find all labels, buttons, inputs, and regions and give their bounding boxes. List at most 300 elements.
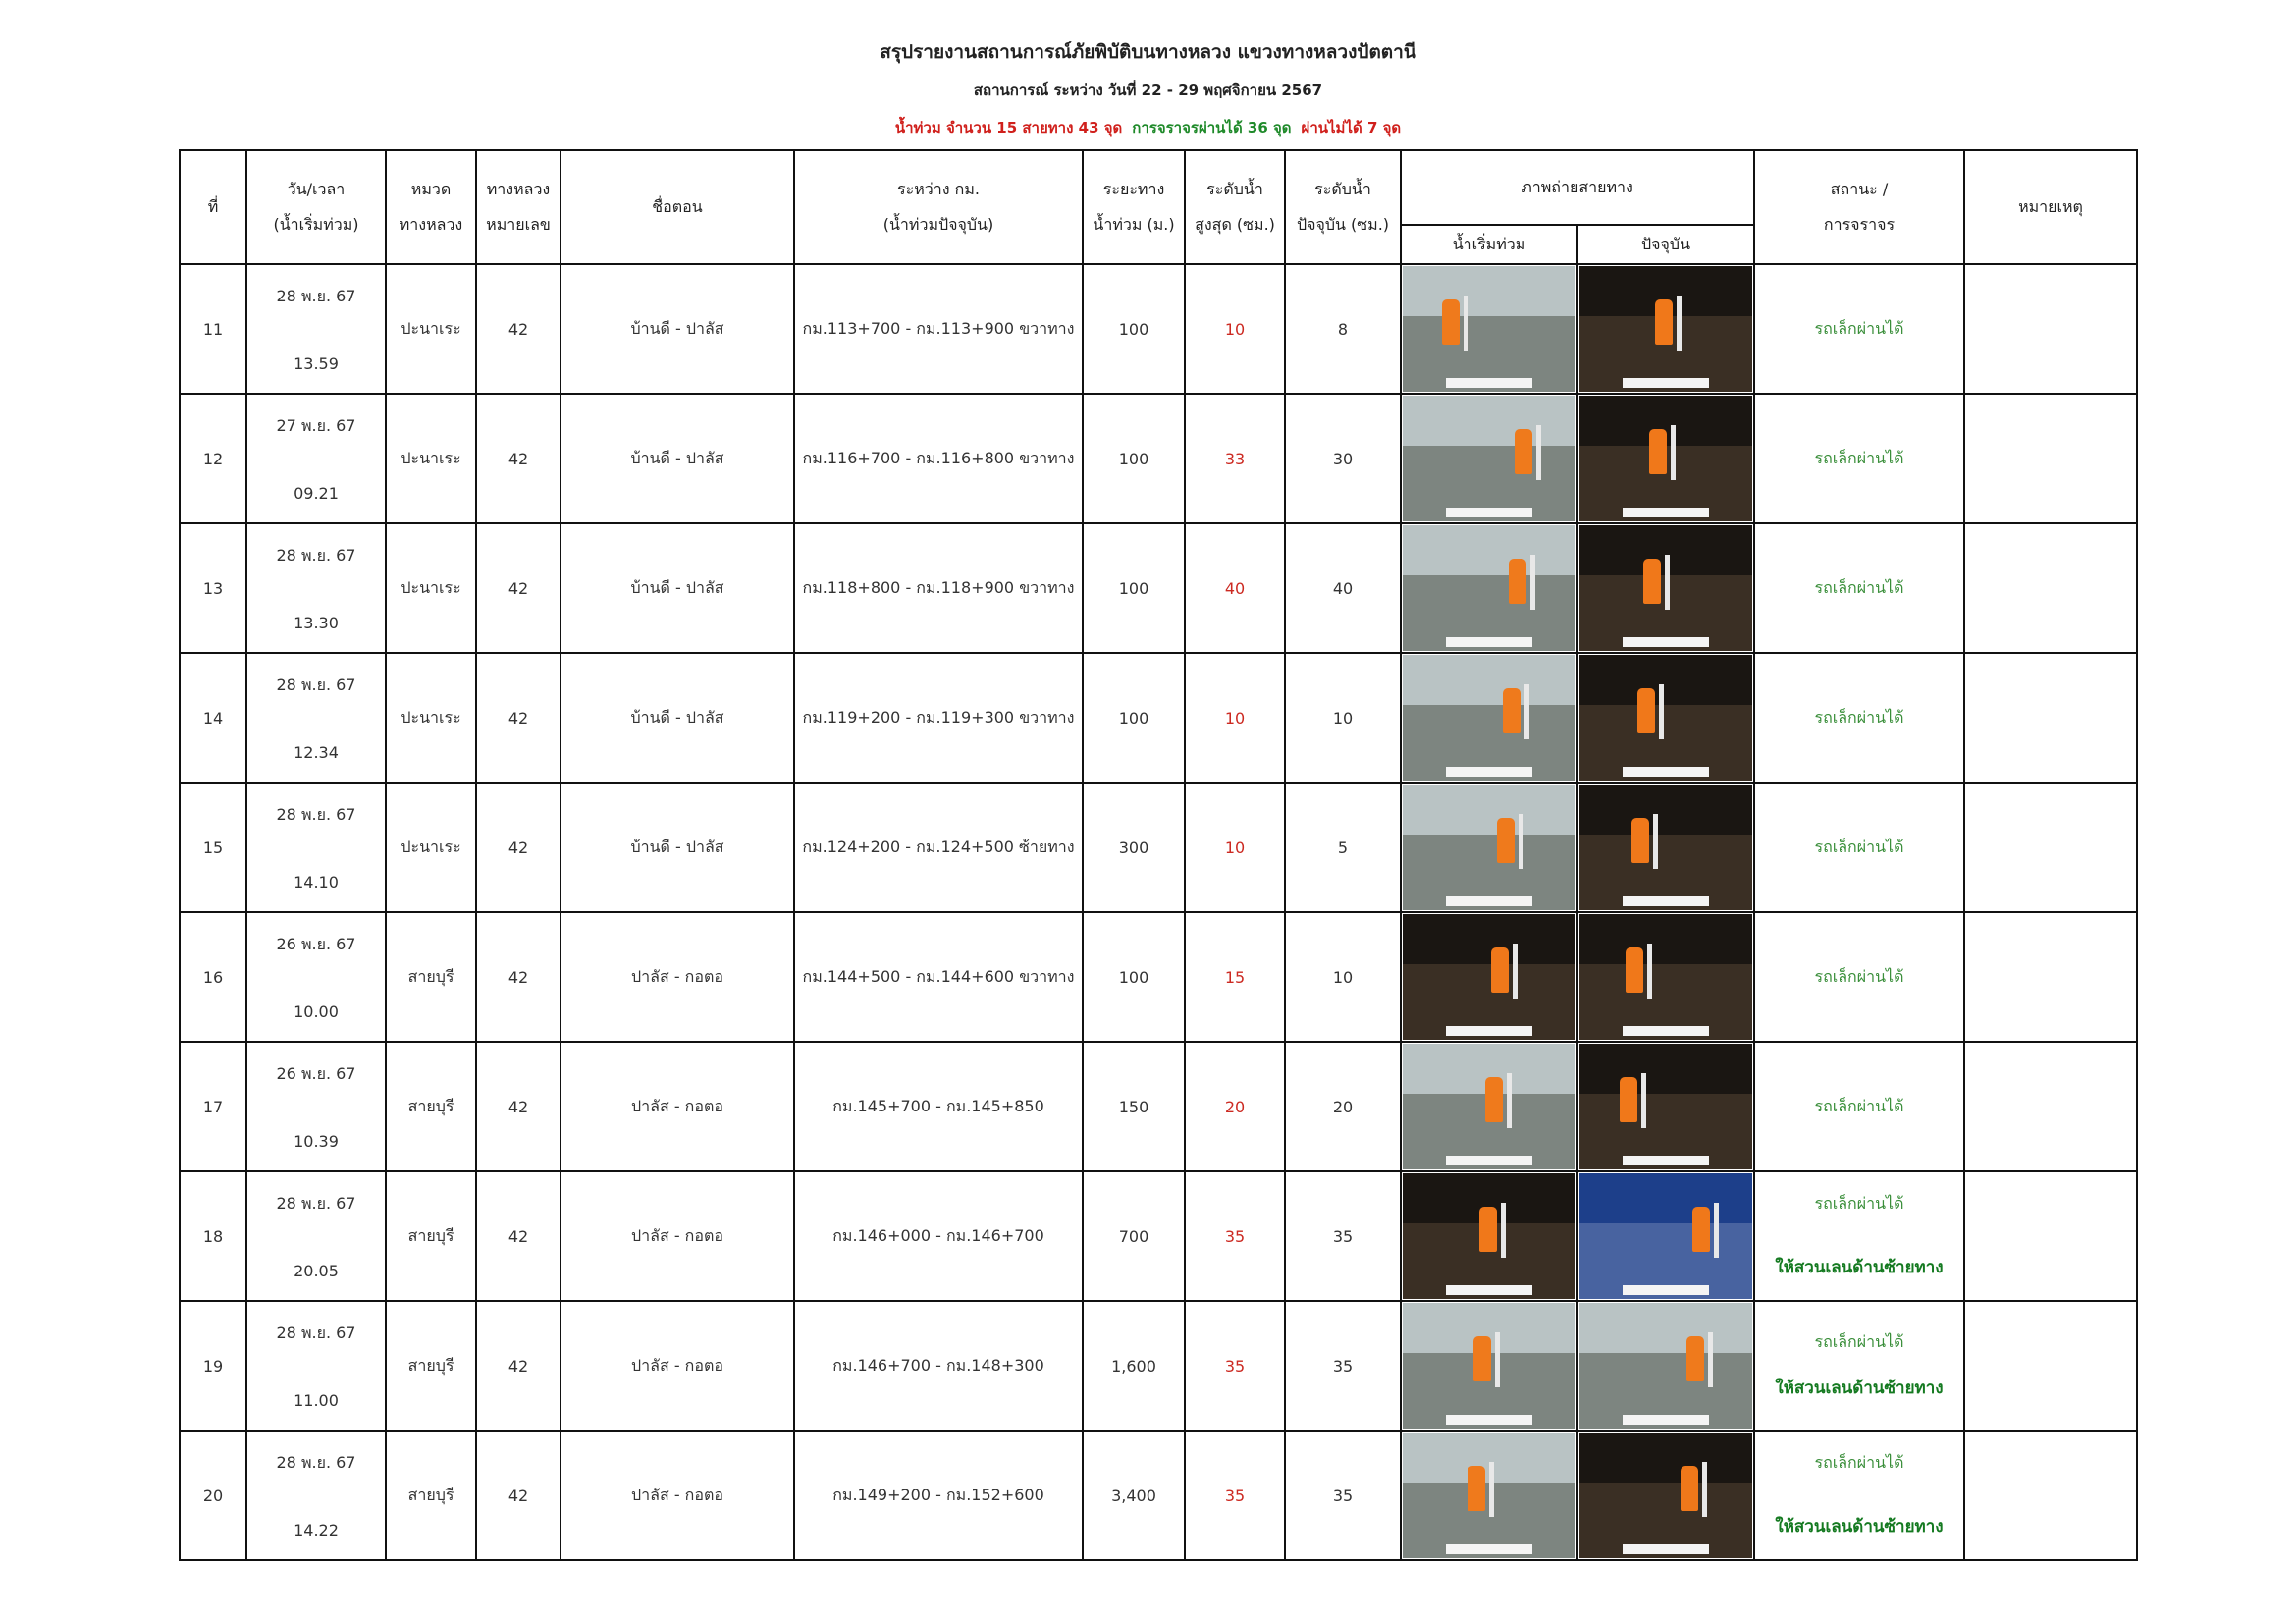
photo-worker bbox=[1485, 1077, 1503, 1122]
photo-sky bbox=[1403, 655, 1575, 705]
col-status-line1: สถานะ / bbox=[1830, 180, 1889, 198]
cell-no: 16 bbox=[180, 912, 246, 1042]
status-text: รถเล็กผ่านได้ bbox=[1814, 707, 1904, 727]
cell-remark bbox=[1964, 783, 2137, 912]
status-text: รถเล็กผ่านได้ bbox=[1814, 1194, 1904, 1213]
photo-worker bbox=[1509, 559, 1526, 604]
cell-no: 12 bbox=[180, 394, 246, 523]
report-title: สรุปรายงานสถานการณ์ภัยพิบัติบนทางหลวง แขวงทางหลวงปัตตานี bbox=[880, 41, 1416, 63]
cell-route: 42 bbox=[476, 783, 561, 912]
photo-caption bbox=[1446, 1544, 1532, 1554]
cell-date-time: 10.00 bbox=[294, 1002, 339, 1021]
cell-section: ปาลัส - กอตอ bbox=[561, 912, 794, 1042]
photo-now-image bbox=[1579, 785, 1752, 910]
col-district-line2: ทางหลวง bbox=[399, 215, 463, 234]
cell-distance: 1,600 bbox=[1083, 1301, 1185, 1431]
cell-date-time: 14.10 bbox=[294, 873, 339, 892]
photo-start-image bbox=[1403, 1044, 1575, 1169]
status-text: รถเล็กผ่านได้ bbox=[1814, 448, 1904, 467]
col-max-line1: ระดับน้ำ bbox=[1206, 180, 1263, 198]
photo-caption bbox=[1623, 896, 1709, 906]
photo-gauge-pole bbox=[1647, 944, 1652, 999]
cell-km: กม.124+200 - กม.124+500 ซ้ายทาง bbox=[794, 783, 1083, 912]
photo-worker bbox=[1637, 688, 1655, 733]
cell-photo-start bbox=[1401, 1431, 1577, 1560]
cell-current-level: 30 bbox=[1285, 394, 1401, 523]
photo-caption bbox=[1446, 896, 1532, 906]
cell-district: สายบุรี bbox=[386, 1042, 476, 1171]
cell-distance: 100 bbox=[1083, 653, 1185, 783]
col-remark: หมายเหตุ bbox=[1964, 150, 2137, 264]
photo-start-image bbox=[1403, 914, 1575, 1040]
status-text: รถเล็กผ่านได้ bbox=[1814, 1096, 1904, 1115]
cell-route: 42 bbox=[476, 1042, 561, 1171]
cell-date-day: 27 พ.ย. 67 bbox=[276, 416, 356, 435]
photo-worker bbox=[1655, 299, 1673, 345]
photo-worker bbox=[1515, 429, 1532, 474]
table-row bbox=[180, 783, 2137, 912]
cell-date bbox=[246, 1431, 386, 1560]
cell-date-time: 10.39 bbox=[294, 1132, 339, 1151]
photo-now-image bbox=[1579, 1303, 1752, 1429]
cell-date bbox=[246, 394, 386, 523]
cell-district: ปะนาเระ bbox=[386, 783, 476, 912]
cell-status bbox=[1754, 783, 1964, 912]
photo-caption bbox=[1623, 637, 1709, 647]
cell-date-day: 26 พ.ย. 67 bbox=[276, 935, 356, 953]
cell-section: ปาลัส - กอตอ bbox=[561, 1171, 794, 1301]
cell-no: 11 bbox=[180, 264, 246, 394]
photo-gauge-pole bbox=[1530, 555, 1535, 610]
cell-section: ปาลัส - กอตอ bbox=[561, 1042, 794, 1171]
cell-current-level: 35 bbox=[1285, 1301, 1401, 1431]
photo-start-image bbox=[1403, 1303, 1575, 1429]
cell-district: ปะนาเระ bbox=[386, 653, 476, 783]
photo-gauge-pole bbox=[1702, 1462, 1707, 1517]
photo-worker bbox=[1649, 429, 1667, 474]
photo-sky bbox=[1579, 1173, 1752, 1223]
cell-max-level: 35 bbox=[1185, 1171, 1285, 1301]
photo-worker bbox=[1681, 1466, 1698, 1511]
cell-status bbox=[1754, 523, 1964, 653]
col-max-line2: สูงสุด (ซม.) bbox=[1195, 215, 1275, 234]
cell-date bbox=[246, 1301, 386, 1431]
status-text: รถเล็กผ่านได้ bbox=[1814, 837, 1904, 856]
photo-now-image bbox=[1579, 266, 1752, 392]
cell-photo-start bbox=[1401, 394, 1577, 523]
photo-sky bbox=[1579, 655, 1752, 705]
col-photo-start: น้ำเริ่มท่วม bbox=[1401, 225, 1577, 264]
photo-sky bbox=[1579, 1303, 1752, 1353]
photo-worker bbox=[1497, 818, 1515, 863]
flood-report-table bbox=[179, 149, 2138, 1561]
cell-km: กม.116+700 - กม.116+800 ขวาทาง bbox=[794, 394, 1083, 523]
photo-worker bbox=[1643, 559, 1661, 604]
cell-district: ปะนาเระ bbox=[386, 394, 476, 523]
cell-district: สายบุรี bbox=[386, 912, 476, 1042]
cell-remark bbox=[1964, 1431, 2137, 1560]
photo-worker bbox=[1468, 1466, 1485, 1511]
table-row bbox=[180, 1301, 2137, 1431]
cell-distance: 100 bbox=[1083, 523, 1185, 653]
summary-passable: การจราจรผ่านได้ 36 จุด bbox=[1132, 119, 1292, 136]
status-text: รถเล็กผ่านได้ bbox=[1814, 577, 1904, 597]
photo-start-image bbox=[1403, 396, 1575, 521]
col-current-level bbox=[1285, 150, 1401, 264]
cell-section: บ้านดี - ปาลัส bbox=[561, 523, 794, 653]
col-route-line1: ทางหลวง bbox=[486, 180, 551, 198]
photo-gauge-pole bbox=[1653, 814, 1658, 869]
photo-gauge-pole bbox=[1536, 425, 1541, 480]
cell-photo-start bbox=[1401, 783, 1577, 912]
cell-district: ปะนาเระ bbox=[386, 264, 476, 394]
table-row bbox=[180, 912, 2137, 1042]
status-note: ให้สวนเลนด้านซ้ายทาง bbox=[1775, 1258, 1944, 1277]
cell-max-level: 10 bbox=[1185, 653, 1285, 783]
photo-gauge-pole bbox=[1519, 814, 1523, 869]
cell-route: 42 bbox=[476, 1431, 561, 1560]
cell-date-time: 12.34 bbox=[294, 743, 339, 762]
cell-date bbox=[246, 523, 386, 653]
photo-worker bbox=[1631, 818, 1649, 863]
cell-district: ปะนาเระ bbox=[386, 523, 476, 653]
col-distance-line1: ระยะทาง bbox=[1102, 180, 1165, 198]
photo-worker bbox=[1692, 1207, 1710, 1252]
photo-gauge-pole bbox=[1665, 555, 1670, 610]
photo-start-image bbox=[1403, 785, 1575, 910]
photo-gauge-pole bbox=[1641, 1073, 1646, 1128]
table-row bbox=[180, 264, 2137, 394]
cell-date bbox=[246, 1042, 386, 1171]
report-summary bbox=[0, 116, 2296, 139]
col-km-line1: ระหว่าง กม. bbox=[897, 180, 980, 198]
photo-sky bbox=[1403, 525, 1575, 575]
cell-no: 15 bbox=[180, 783, 246, 912]
cell-current-level: 5 bbox=[1285, 783, 1401, 912]
photo-gauge-pole bbox=[1489, 1462, 1494, 1517]
photo-caption bbox=[1446, 1285, 1532, 1295]
photo-caption bbox=[1446, 637, 1532, 647]
cell-distance: 100 bbox=[1083, 394, 1185, 523]
cell-route: 42 bbox=[476, 912, 561, 1042]
cell-remark bbox=[1964, 653, 2137, 783]
photo-sky bbox=[1579, 785, 1752, 835]
photo-gauge-pole bbox=[1677, 296, 1682, 351]
cell-photo-start bbox=[1401, 1171, 1577, 1301]
col-cur-line1: ระดับน้ำ bbox=[1314, 180, 1371, 198]
status-block bbox=[1755, 1451, 1963, 1540]
cell-max-level: 10 bbox=[1185, 783, 1285, 912]
cell-status bbox=[1754, 912, 1964, 1042]
photo-caption bbox=[1623, 1156, 1709, 1165]
photo-caption bbox=[1623, 1285, 1709, 1295]
photo-sky bbox=[1579, 1044, 1752, 1094]
photo-sky bbox=[1579, 914, 1752, 964]
photo-worker bbox=[1626, 947, 1643, 993]
cell-date bbox=[246, 1171, 386, 1301]
cell-date-time: 13.30 bbox=[294, 614, 339, 632]
cell-section: ปาลัส - กอตอ bbox=[561, 1301, 794, 1431]
cell-section: บ้านดี - ปาลัส bbox=[561, 783, 794, 912]
photo-caption bbox=[1623, 508, 1709, 517]
cell-date-day: 28 พ.ย. 67 bbox=[276, 676, 356, 694]
cell-photo-start bbox=[1401, 1301, 1577, 1431]
cell-current-level: 10 bbox=[1285, 912, 1401, 1042]
col-status bbox=[1754, 150, 1964, 264]
photo-gauge-pole bbox=[1513, 944, 1518, 999]
cell-district: สายบุรี bbox=[386, 1171, 476, 1301]
cell-distance: 3,400 bbox=[1083, 1431, 1185, 1560]
col-km bbox=[794, 150, 1083, 264]
photo-start-image bbox=[1403, 1173, 1575, 1299]
cell-photo-now bbox=[1577, 1301, 1754, 1431]
photo-caption bbox=[1623, 1544, 1709, 1554]
cell-km: กม.145+700 - กม.145+850 bbox=[794, 1042, 1083, 1171]
cell-section: บ้านดี - ปาลัส bbox=[561, 653, 794, 783]
cell-no: 13 bbox=[180, 523, 246, 653]
cell-distance: 100 bbox=[1083, 912, 1185, 1042]
report-subtitle: สถานการณ์ ระหว่าง วันที่ 22 - 29 พฤศจิกายน 2567 bbox=[973, 81, 1323, 99]
photo-caption bbox=[1446, 1156, 1532, 1165]
cell-status bbox=[1754, 264, 1964, 394]
photo-gauge-pole bbox=[1524, 684, 1529, 739]
cell-remark bbox=[1964, 1171, 2137, 1301]
photo-worker bbox=[1503, 688, 1521, 733]
cell-route: 42 bbox=[476, 1171, 561, 1301]
cell-photo-now bbox=[1577, 783, 1754, 912]
photo-sky bbox=[1403, 914, 1575, 964]
cell-no: 14 bbox=[180, 653, 246, 783]
cell-photo-now bbox=[1577, 1431, 1754, 1560]
table-row bbox=[180, 394, 2137, 523]
cell-max-level: 35 bbox=[1185, 1301, 1285, 1431]
cell-km: กม.146+000 - กม.146+700 bbox=[794, 1171, 1083, 1301]
cell-status bbox=[1754, 1171, 1964, 1301]
table-row bbox=[180, 523, 2137, 653]
cell-max-level: 35 bbox=[1185, 1431, 1285, 1560]
cell-current-level: 35 bbox=[1285, 1171, 1401, 1301]
cell-status bbox=[1754, 1042, 1964, 1171]
photo-now-image bbox=[1579, 655, 1752, 781]
cell-remark bbox=[1964, 394, 2137, 523]
cell-status bbox=[1754, 653, 1964, 783]
cell-remark bbox=[1964, 523, 2137, 653]
cell-current-level: 20 bbox=[1285, 1042, 1401, 1171]
col-status-line2: การจราจร bbox=[1823, 215, 1896, 234]
cell-distance: 300 bbox=[1083, 783, 1185, 912]
photo-sky bbox=[1403, 266, 1575, 316]
cell-date-time: 13.59 bbox=[294, 354, 339, 373]
summary-impassable: ผ่านไม่ได้ 7 จุด bbox=[1301, 119, 1402, 136]
cell-date-time: 20.05 bbox=[294, 1262, 339, 1280]
cell-date-time: 14.22 bbox=[294, 1521, 339, 1540]
col-km-line2: (น้ำท่วมปัจจุบัน) bbox=[882, 215, 994, 234]
cell-distance: 100 bbox=[1083, 264, 1185, 394]
photo-sky bbox=[1403, 785, 1575, 835]
col-cur-line2: ปัจจุบัน (ซม.) bbox=[1296, 215, 1390, 234]
cell-photo-start bbox=[1401, 912, 1577, 1042]
cell-route: 42 bbox=[476, 653, 561, 783]
cell-remark bbox=[1964, 1301, 2137, 1431]
cell-photo-start bbox=[1401, 653, 1577, 783]
cell-section: บ้านดี - ปาลัส bbox=[561, 394, 794, 523]
cell-status bbox=[1754, 1301, 1964, 1431]
cell-photo-now bbox=[1577, 912, 1754, 1042]
cell-photo-now bbox=[1577, 523, 1754, 653]
photo-start-image bbox=[1403, 655, 1575, 781]
cell-status bbox=[1754, 1431, 1964, 1560]
photo-now-image bbox=[1579, 525, 1752, 651]
cell-route: 42 bbox=[476, 394, 561, 523]
status-text: รถเล็กผ่านได้ bbox=[1814, 1332, 1904, 1351]
cell-photo-now bbox=[1577, 653, 1754, 783]
photo-caption bbox=[1446, 378, 1532, 388]
cell-status bbox=[1754, 394, 1964, 523]
cell-date-day: 28 พ.ย. 67 bbox=[276, 287, 356, 305]
col-route-line2: หมายเลข bbox=[486, 215, 551, 234]
cell-current-level: 8 bbox=[1285, 264, 1401, 394]
status-block bbox=[1755, 1192, 1963, 1280]
photo-start-image bbox=[1403, 266, 1575, 392]
cell-km: กม.146+700 - กม.148+300 bbox=[794, 1301, 1083, 1431]
cell-remark bbox=[1964, 264, 2137, 394]
cell-date bbox=[246, 264, 386, 394]
photo-caption bbox=[1446, 1026, 1532, 1036]
col-photos: ภาพถ่ายสายทาง bbox=[1401, 150, 1754, 225]
col-distance bbox=[1083, 150, 1185, 264]
status-note: ให้สวนเลนด้านซ้ายทาง bbox=[1775, 1517, 1944, 1537]
photo-worker bbox=[1686, 1336, 1704, 1381]
cell-section: ปาลัส - กอตอ bbox=[561, 1431, 794, 1560]
status-text: รถเล็กผ่านได้ bbox=[1814, 966, 1904, 986]
cell-current-level: 10 bbox=[1285, 653, 1401, 783]
photo-gauge-pole bbox=[1659, 684, 1664, 739]
photo-gauge-pole bbox=[1671, 425, 1676, 480]
photo-caption bbox=[1623, 767, 1709, 777]
photo-start-image bbox=[1403, 525, 1575, 651]
col-route bbox=[476, 150, 561, 264]
cell-photo-now bbox=[1577, 1042, 1754, 1171]
cell-current-level: 40 bbox=[1285, 523, 1401, 653]
cell-photo-now bbox=[1577, 1171, 1754, 1301]
photo-now-image bbox=[1579, 1044, 1752, 1169]
photo-sky bbox=[1403, 396, 1575, 446]
photo-worker bbox=[1479, 1207, 1497, 1252]
cell-km: กม.149+200 - กม.152+600 bbox=[794, 1431, 1083, 1560]
cell-date-time: 11.00 bbox=[294, 1391, 339, 1410]
photo-caption bbox=[1623, 1026, 1709, 1036]
cell-route: 42 bbox=[476, 264, 561, 394]
photo-sky bbox=[1579, 1433, 1752, 1483]
col-no: ที่ bbox=[180, 150, 246, 264]
photo-worker bbox=[1442, 299, 1460, 345]
cell-max-level: 10 bbox=[1185, 264, 1285, 394]
cell-photo-now bbox=[1577, 264, 1754, 394]
cell-route: 42 bbox=[476, 523, 561, 653]
cell-district: สายบุรี bbox=[386, 1431, 476, 1560]
col-date bbox=[246, 150, 386, 264]
col-district bbox=[386, 150, 476, 264]
cell-km: กม.144+500 - กม.144+600 ขวาทาง bbox=[794, 912, 1083, 1042]
photo-caption bbox=[1446, 508, 1532, 517]
status-block bbox=[1755, 1322, 1963, 1410]
col-date-line1: วัน/เวลา bbox=[287, 180, 346, 198]
photo-worker bbox=[1620, 1077, 1637, 1122]
photo-now-image bbox=[1579, 1173, 1752, 1299]
photo-gauge-pole bbox=[1507, 1073, 1512, 1128]
cell-no: 17 bbox=[180, 1042, 246, 1171]
cell-remark bbox=[1964, 912, 2137, 1042]
photo-now-image bbox=[1579, 396, 1752, 521]
status-text: รถเล็กผ่านได้ bbox=[1814, 318, 1904, 338]
cell-photo-start bbox=[1401, 264, 1577, 394]
cell-route: 42 bbox=[476, 1301, 561, 1431]
col-date-line2: (น้ำเริ่มท่วม) bbox=[273, 215, 359, 234]
cell-max-level: 20 bbox=[1185, 1042, 1285, 1171]
cell-km: กม.119+200 - กม.119+300 ขวาทาง bbox=[794, 653, 1083, 783]
cell-photo-start bbox=[1401, 523, 1577, 653]
col-distance-line2: น้ำท่วม (ม.) bbox=[1093, 215, 1175, 234]
status-note: ให้สวนเลนด้านซ้ายทาง bbox=[1775, 1379, 1944, 1398]
cell-max-level: 40 bbox=[1185, 523, 1285, 653]
table-row bbox=[180, 653, 2137, 783]
cell-max-level: 33 bbox=[1185, 394, 1285, 523]
table-row bbox=[180, 1431, 2137, 1560]
photo-gauge-pole bbox=[1464, 296, 1468, 351]
cell-no: 19 bbox=[180, 1301, 246, 1431]
cell-district: สายบุรี bbox=[386, 1301, 476, 1431]
cell-date-day: 28 พ.ย. 67 bbox=[276, 1324, 356, 1342]
cell-date-day: 26 พ.ย. 67 bbox=[276, 1064, 356, 1083]
cell-section: บ้านดี - ปาลัส bbox=[561, 264, 794, 394]
photo-caption bbox=[1623, 378, 1709, 388]
table-row bbox=[180, 1042, 2137, 1171]
cell-date-day: 28 พ.ย. 67 bbox=[276, 1453, 356, 1472]
cell-date-time: 09.21 bbox=[294, 484, 339, 503]
cell-date bbox=[246, 653, 386, 783]
col-max-level bbox=[1185, 150, 1285, 264]
cell-current-level: 35 bbox=[1285, 1431, 1401, 1560]
cell-no: 18 bbox=[180, 1171, 246, 1301]
photo-gauge-pole bbox=[1708, 1332, 1713, 1387]
cell-date-day: 28 พ.ย. 67 bbox=[276, 546, 356, 565]
cell-date bbox=[246, 783, 386, 912]
photo-caption bbox=[1446, 767, 1532, 777]
photo-gauge-pole bbox=[1714, 1203, 1719, 1258]
photo-start-image bbox=[1403, 1433, 1575, 1558]
summary-flood: น้ำท่วม จำนวน 15 สายทาง 43 จุด bbox=[894, 119, 1123, 136]
col-photo-now: ปัจจุบัน bbox=[1577, 225, 1754, 264]
photo-worker bbox=[1473, 1336, 1491, 1381]
photo-gauge-pole bbox=[1495, 1332, 1500, 1387]
cell-km: กม.113+700 - กม.113+900 ขวาทาง bbox=[794, 264, 1083, 394]
cell-km: กม.118+800 - กม.118+900 ขวาทาง bbox=[794, 523, 1083, 653]
cell-distance: 700 bbox=[1083, 1171, 1185, 1301]
photo-worker bbox=[1491, 947, 1509, 993]
cell-date bbox=[246, 912, 386, 1042]
cell-max-level: 15 bbox=[1185, 912, 1285, 1042]
col-district-line1: หมวด bbox=[410, 180, 452, 198]
photo-now-image bbox=[1579, 1433, 1752, 1558]
cell-no: 20 bbox=[180, 1431, 246, 1560]
photo-caption bbox=[1446, 1415, 1532, 1425]
cell-photo-start bbox=[1401, 1042, 1577, 1171]
table-row bbox=[180, 1171, 2137, 1301]
status-text: รถเล็กผ่านได้ bbox=[1814, 1453, 1904, 1472]
photo-now-image bbox=[1579, 914, 1752, 1040]
cell-photo-now bbox=[1577, 394, 1754, 523]
col-section: ชื่อตอน bbox=[561, 150, 794, 264]
